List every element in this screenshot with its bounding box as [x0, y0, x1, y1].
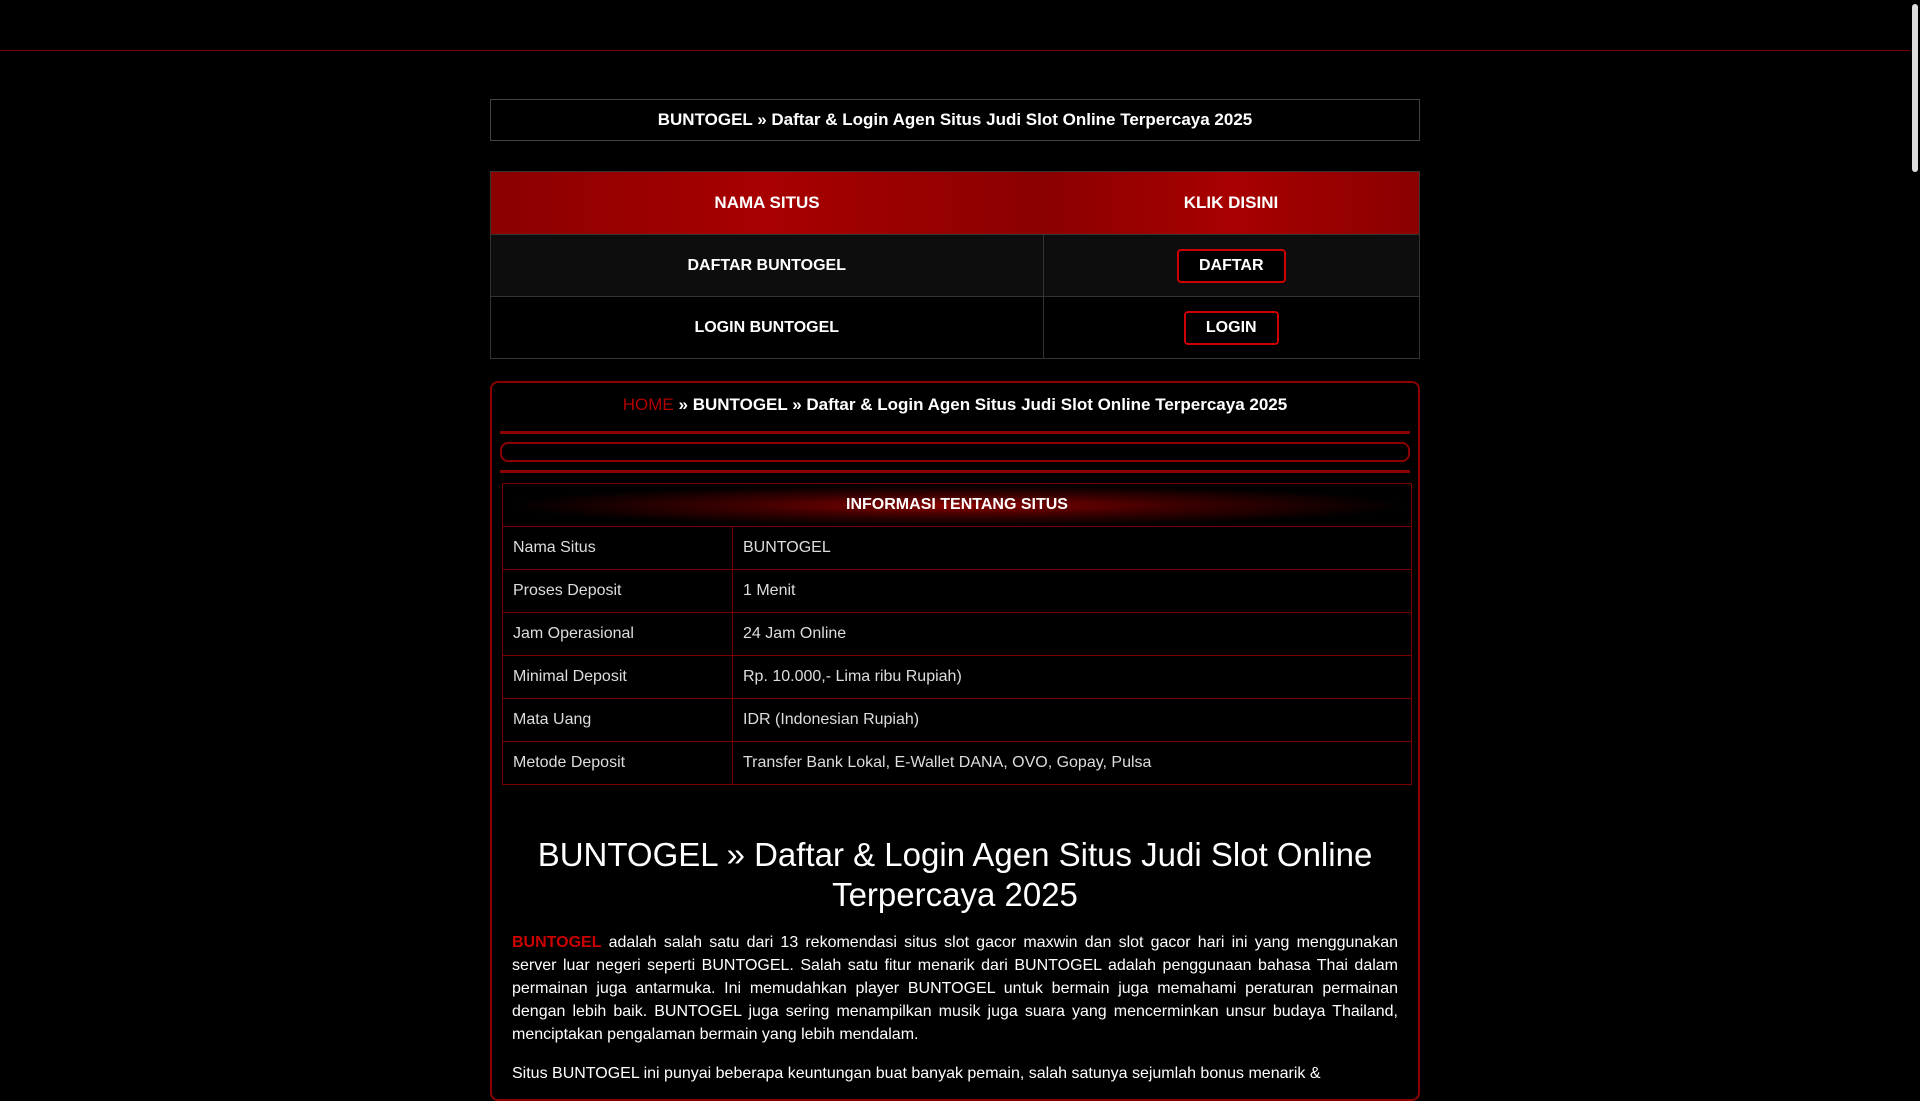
top-navbar [0, 0, 1910, 51]
table-row [503, 527, 1412, 570]
info-key: Metode Deposit [503, 742, 733, 785]
info-value: BUNTOGEL [733, 527, 1412, 570]
page-title: BUNTOGEL » Daftar & Login Agen Situs Judi Slot Online Terpercaya 2025 [657, 110, 1253, 129]
breadcrumb-separator: » [678, 395, 688, 414]
breadcrumb-current: BUNTOGEL » Daftar & Login Agen Situs Judi Slot Online Terpercaya 2025 [692, 395, 1288, 414]
row-label-daftar: DAFTAR BUNTOGEL [491, 235, 1044, 297]
info-key: Jam Operasional [503, 613, 733, 656]
row-label-login: LOGIN BUNTOGEL [491, 297, 1044, 359]
table-row [503, 570, 1412, 613]
table-row [503, 699, 1412, 742]
brand-link[interactable]: BUNTOGEL [512, 934, 602, 951]
table-row [503, 742, 1412, 785]
article-heading: BUNTOGEL » Daftar & Login Agen Situs Judi Slot Online Terpercaya 2025 [537, 836, 1373, 913]
scrollbar[interactable] [1910, 0, 1920, 1080]
article-paragraph-1 [512, 931, 1398, 1046]
info-table-header: INFORMASI TENTANG SITUS [503, 484, 1412, 527]
table-row [491, 235, 1420, 297]
search-bar[interactable] [500, 442, 1410, 462]
info-table [502, 483, 1412, 785]
divider [500, 470, 1410, 473]
info-key: Proses Deposit [503, 570, 733, 613]
page-title-box [490, 99, 1420, 141]
links-header-click: KLIK DISINI [1043, 172, 1420, 235]
info-key: Nama Situs [503, 527, 733, 570]
breadcrumb-home-link[interactable]: HOME [622, 395, 674, 414]
info-key: Minimal Deposit [503, 656, 733, 699]
info-value: 24 Jam Online [733, 613, 1412, 656]
scrollbar-thumb[interactable] [1912, 4, 1918, 172]
daftar-button[interactable]: DAFTAR [1177, 249, 1286, 283]
links-table [490, 171, 1420, 359]
info-value: 1 Menit [733, 570, 1412, 613]
info-value: Rp. 10.000,- Lima ribu Rupiah) [733, 656, 1412, 699]
info-value: Transfer Bank Lokal, E-Wallet DANA, OVO, Gopay, Pulsa [733, 742, 1412, 785]
table-row [503, 656, 1412, 699]
table-row [491, 297, 1420, 359]
links-header-site: NAMA SITUS [491, 172, 1044, 235]
info-key: Mata Uang [503, 699, 733, 742]
breadcrumb [500, 395, 1410, 434]
paragraph-text: adalah salah satu dari 13 rekomendasi situs slot gacor maxwin dan slot gacor hari ini yang menggunakan server luar negeri seperti BUNTOGEL. Salah satu fitur menarik dari BUNTOGEL adalah penggunaan bahasa Thai dalam permainan juga antarmuka. Ini memudahkan player BUNTOGEL untuk bermain juga memahami peraturan permainan dengan lebih baik. BUNTOGEL juga sering menampilkan musik juga suara yang mencerminkan unsur budaya Thailand, menciptakan pengalaman bermain yang lebih mendalam. [512, 934, 1398, 1043]
table-row [503, 613, 1412, 656]
login-button[interactable]: LOGIN [1184, 311, 1279, 345]
content-box [490, 381, 1420, 1101]
info-value: IDR (Indonesian Rupiah) [733, 699, 1412, 742]
article-paragraph-2: Situs BUNTOGEL ini punyai beberapa keuntungan buat banyak pemain, salah satunya sejumlah bonus menarik & [512, 1065, 1321, 1082]
